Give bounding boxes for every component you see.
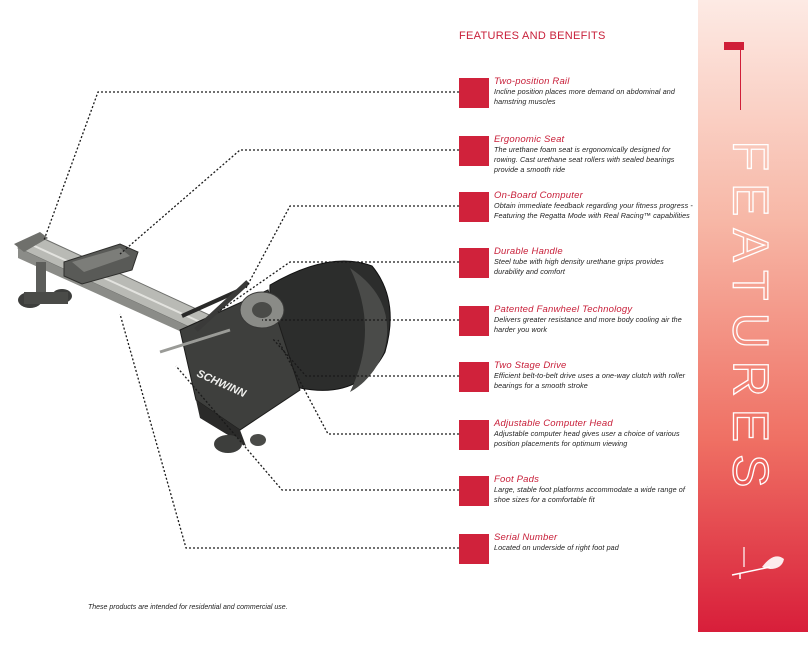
feature-thumbnail bbox=[459, 306, 489, 336]
feature-name: Adjustable Computer Head bbox=[494, 418, 613, 429]
sidebar-accent-mark bbox=[724, 42, 744, 50]
feature-description: Efficient belt-to-belt drive uses a one-way clutch with roller bearings for a smooth stroke bbox=[494, 371, 686, 390]
feature-thumbnail bbox=[459, 248, 489, 278]
sidebar-accent-line bbox=[740, 50, 741, 110]
feature-thumbnail bbox=[459, 476, 489, 506]
feature-description: Steel tube with high density urethane grips provides durability and comfort bbox=[494, 257, 664, 276]
usage-footnote: These products are intended for residential and commercial use. bbox=[88, 604, 288, 611]
feature-thumbnail bbox=[459, 136, 489, 166]
feature-thumbnail bbox=[459, 362, 489, 392]
feature-description: The urethane foam seat is ergonomically designed for rowing. Cast urethane seat rollers with sealed bearings provide a smooth ride bbox=[494, 145, 675, 174]
page-title: FEATURES AND BENEFITS bbox=[459, 30, 606, 42]
feature-name: On-Board Computer bbox=[494, 190, 583, 201]
sidebar-title-text: FEATURES bbox=[722, 140, 778, 500]
feature-description: Obtain immediate feedback regarding your fitness progress - Featuring the Regatta Mode with Real Racing™ capabilities bbox=[494, 201, 693, 220]
feature-name: Durable Handle bbox=[494, 246, 563, 257]
feature-thumbnail bbox=[459, 78, 489, 108]
feature-name: Two Stage Drive bbox=[494, 360, 567, 371]
rower-icon bbox=[730, 545, 790, 585]
feature-description: Large, stable foot platforms accommodate a wide range of shoe sizes for a comfortable fit bbox=[494, 485, 685, 504]
feature-name: Ergonomic Seat bbox=[494, 134, 565, 145]
feature-description: Adjustable computer head gives user a choice of various position placements for optimum viewing bbox=[494, 429, 680, 448]
feature-description: Located on underside of right foot pad bbox=[494, 543, 619, 552]
feature-name: Foot Pads bbox=[494, 474, 540, 485]
feature-thumbnail bbox=[459, 534, 489, 564]
brand-label: SCHWINN bbox=[194, 367, 248, 401]
feature-name: Serial Number bbox=[494, 532, 558, 543]
feature-description: Incline position places more demand on abdominal and hamstring muscles bbox=[494, 87, 676, 106]
feature-thumbnail bbox=[459, 420, 489, 450]
feature-name: Patented Fanwheel Technology bbox=[494, 304, 633, 315]
feature-name: Two-position Rail bbox=[494, 76, 570, 87]
feature-description: Delivers greater resistance and more body cooling air the harder you work bbox=[494, 315, 682, 334]
feature-thumbnail bbox=[459, 192, 489, 222]
sidebar-title bbox=[715, 120, 785, 520]
